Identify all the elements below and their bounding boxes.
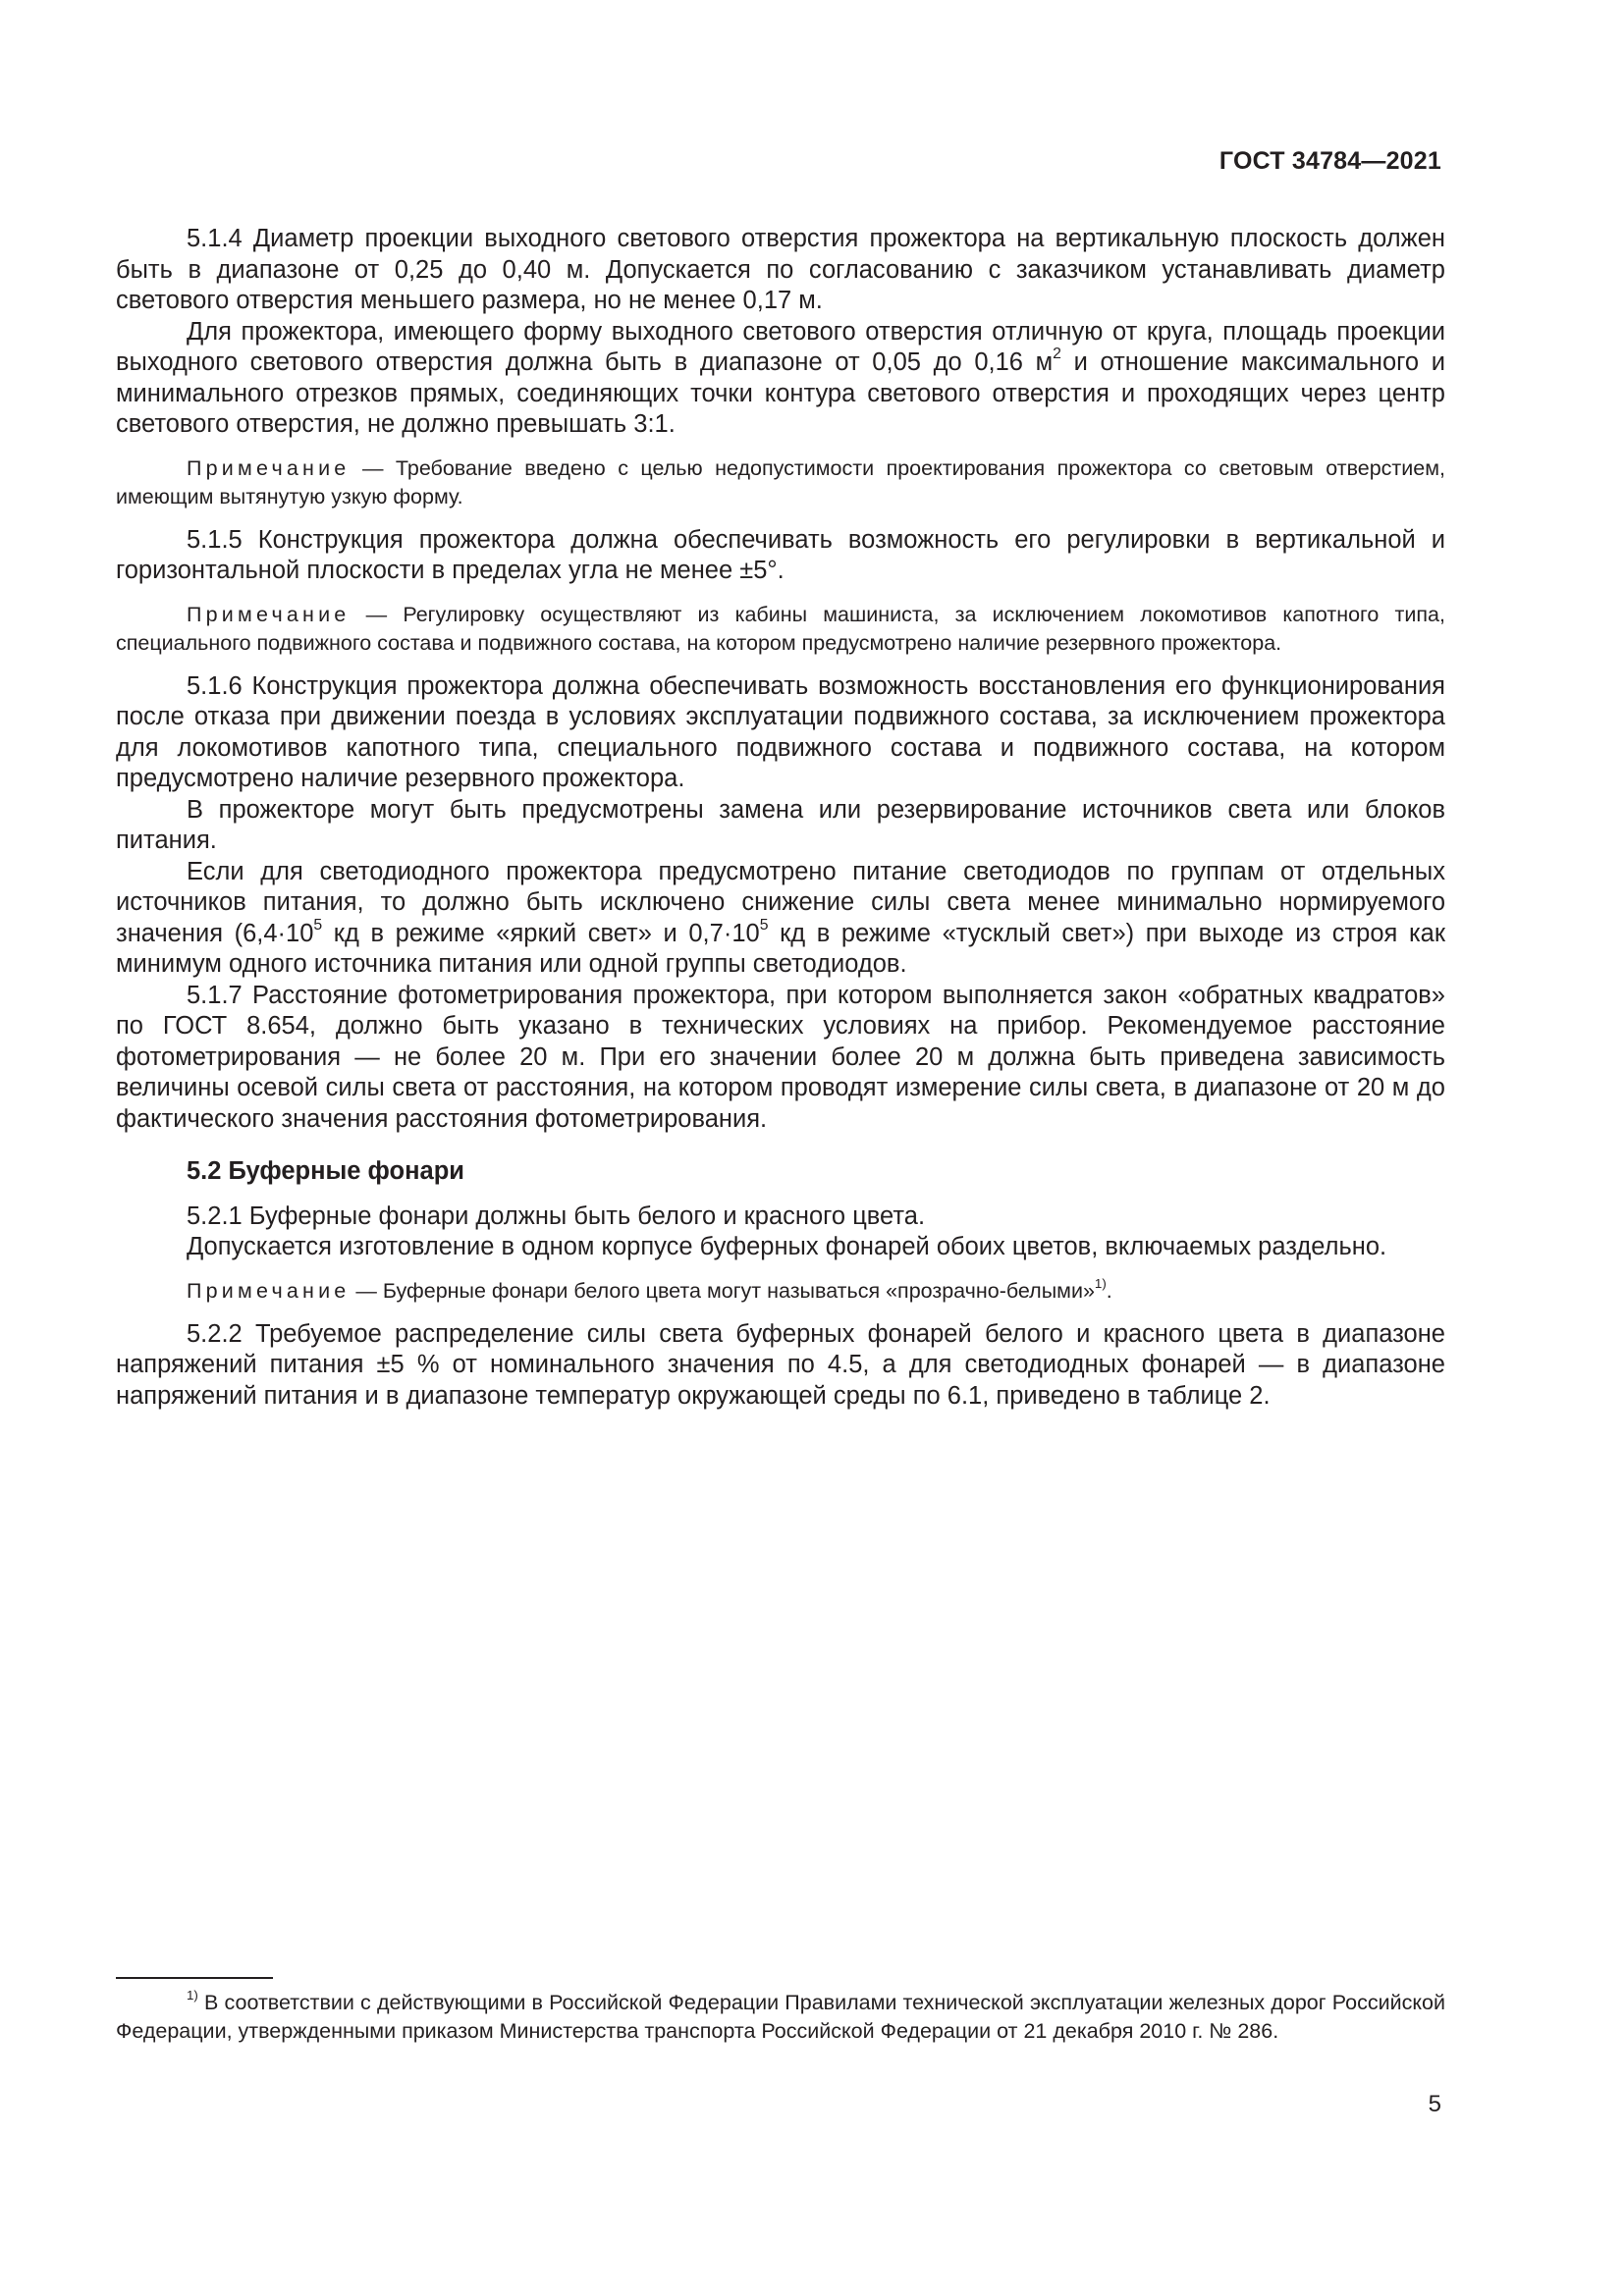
footnote — [116, 1989, 1445, 2046]
paragraph-5-1-4: 5.1.4 Диаметр проекции выходного светового отверстия прожектора на вертикальную плоскость должен быть в диапазоне от 0,25 до 0,40 м. Допускается по согласованию с заказчиком устанавливать диаметр светового отверстия меньшего размера, но не менее 0,17 м. — [116, 225, 1445, 314]
paragraph-5-1-6-replacement: В прожекторе могут быть предусмотрены замена или резервирование источников света или блоков питания. — [116, 795, 1445, 854]
note-label: Примечание — [187, 455, 351, 480]
page-number: 5 — [1428, 2091, 1441, 2117]
paragraph-5-1-5: 5.1.5 Конструкция прожектора должна обеспечивать возможность его регулировки в вертикальной и горизонтальной плоскости в пределах угла не менее ±5°. — [116, 525, 1445, 584]
footnote-reference[interactable]: 1) — [1094, 1275, 1107, 1291]
paragraph-5-2-1-housing: Допускается изготовление в одном корпусе буферных фонарей обоих цветов, включаемых раздельно. — [187, 1233, 1387, 1260]
paragraph-5-1-6-led — [116, 857, 1445, 981]
section-heading-5-2: 5.2 Буферные фонари — [187, 1157, 464, 1185]
paragraph-5-2-1: 5.2.1 Буферные фонари должны быть белого и красного цвета. — [187, 1201, 926, 1230]
note-3 — [116, 1277, 1445, 1306]
paragraph-5-1-6: 5.1.6 Конструкция прожектора должна обеспечивать возможность восстановления его функционирования после отказа при движении поезда в условиях эксплуатации подвижного состава, за исключением прожектора для локомотивов капотного типа, специального подвижного состава и подвижного состава, на котором предусмотрено наличие резервного прожектора. — [116, 671, 1445, 792]
paragraph-5-2-2: 5.2.2 Требуемое распределение силы света буферных фонарей белого и красного цвета в диапазоне напряжений питания ±5 % от номинального значения по 4.5, а для светодиодных фонарей — в диапазоне напряжений питания и в диапазоне температур окружающей среды по 6.1, приведено в таблице 2. — [116, 1319, 1445, 1410]
document-body — [116, 224, 1445, 1412]
note-text: — Регулировку осуществляют из кабины машиниста, за исключением локомотивов капотного типа, специального подвижного состава и подвижного состава, на котором предусмотрено наличие резервного прожектора. — [116, 602, 1445, 655]
paragraph-5-1-4-shape — [116, 317, 1445, 441]
footnote-divider — [116, 1977, 273, 1979]
footnote-marker: 1) — [187, 1988, 198, 2003]
note-text: — Требование введено с целью недопустимости проектирования прожектора со световым отверстием, имеющим вытянутую узкую форму. — [116, 455, 1445, 508]
footnote-text: В соответствии с действующими в Российской Федерации Правилами технической эксплуатации железных дорог Российской Федерации, утвержденными приказом Министерства транспорта Российской Федерации от 21 декабря 2010 г. № 286. — [116, 1991, 1445, 2043]
superscript: 5 — [313, 916, 323, 934]
note-end: . — [1106, 1278, 1112, 1303]
paragraph-5-1-7: 5.1.7 Расстояние фотометрирования прожектора, при котором выполняется закон «обратных квадратов» по ГОСТ 8.654, должно быть указано в технических условиях на прибор. Рекомендуемое расстояние фотометрирования — не более 20 м. При его значении более 20 м должна быть приведена зависимость величины осевой силы света от расстояния, на котором проводят измерение силы света, в диапазоне от 20 м до фактического значения расстояния фотометрирования. — [116, 981, 1445, 1133]
superscript: 5 — [759, 916, 769, 934]
note-label: Примечание — [187, 602, 351, 626]
note-label: Примечание — [187, 1278, 351, 1303]
note-text: — Буферные фонари белого цвета могут называться «прозрачно-белыми» — [350, 1278, 1095, 1303]
note-2 — [116, 601, 1445, 658]
text-run: кд в режиме «яркий свет» и 0,7·10 — [322, 919, 760, 947]
document-header: ГОСТ 34784—2021 — [1218, 147, 1441, 175]
note-1 — [116, 454, 1445, 511]
text-run: и отношение максимального и минимального отрезков прямых, соединяющих точки контура светового отверстия и проходящих через центр светового отверстия, не должно превышать 3:1. — [116, 348, 1445, 438]
text-run: кд в режиме «тусклый свет») при выходе из строя как минимум одного источника питания или одной группы светодиодов. — [116, 919, 1445, 978]
superscript: 2 — [1053, 346, 1061, 363]
text-run: Если для светодиодного прожектора предусмотрено питание светодиодов по группам от отдельных источников питания, то должно быть исключено снижение силы света менее минимально нормируемого значения (6,4·10 — [116, 857, 1445, 947]
text-run: Для прожектора, имеющего форму выходного светового отверстия отличную от круга, площадь проекции выходного светового отверстия должна быть в диапазоне от 0,05 до 0,16 м — [116, 317, 1445, 376]
